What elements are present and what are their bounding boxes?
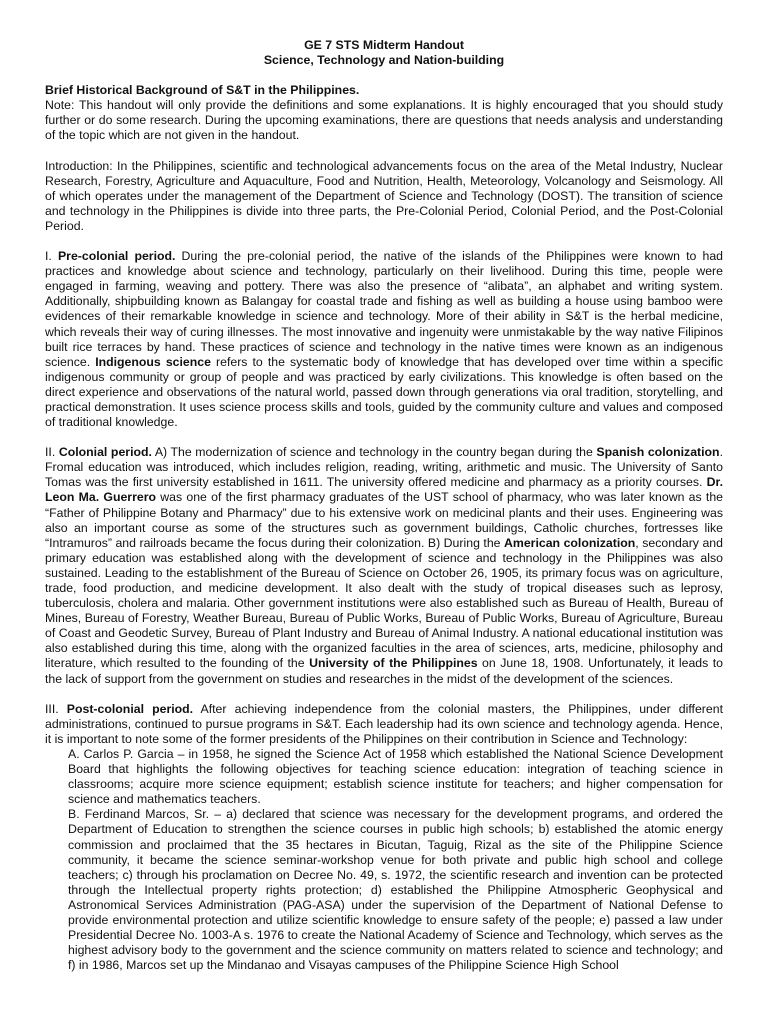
spacer	[45, 68, 723, 83]
president-item-garcia: A. Carlos P. Garcia – in 1958, he signed the Science Act of 1958 which established the National Science Development Board that highlights the following objectives for teaching science education: integration of teaching science in classrooms; acquire more science equipment; establish science institute for teachers; and higher compensation for science and mathematics teachers.	[68, 746, 723, 807]
page-title: GE 7 STS Midterm Handout	[304, 38, 464, 52]
indigenous-science-term: Indigenous science	[95, 354, 211, 369]
postcolonial-number: III.	[45, 701, 67, 716]
spanish-colonization-term: Spanish colonization	[596, 445, 720, 460]
postcolonial-label: Post-colonial period.	[66, 701, 194, 716]
postcolonial-text: After achieving independence from the colonial masters, the Philippines, under different administrations, continued to pursue programs in S&T. Each leadership had its own science and technology agenda. Hence, it is important to note some of the former presidents of the Philippines on their contribution in Science and Technology:	[45, 701, 723, 746]
colonial-text: A) The modernization of science and technology in the country began during the	[151, 445, 597, 460]
guerrero-name: Dr. Leon Ma. Guerrero	[45, 475, 723, 505]
colonial-text: . Fromal education was introduced, which includes religion, reading, writing, arithmetic and music. The University of Santo Tomas was the first university established in 1611. The university offered medicine and pharmacy as a priority courses.	[45, 445, 723, 490]
colonial-paragraph	[45, 445, 723, 687]
spacer	[45, 234, 723, 249]
introduction-paragraph: Introduction: In the Philippines, scientific and technological advancements focus on the area of the Metal Industry, Nuclear Research, Forestry, Agriculture and Aquaculture, Food and Nutrition, Health, Meteorology, Volcanology and Seismology. All of which operates under the management of the Department of Science and Technology (DOST). The transition of science and technology in the Philippines is divide into three parts, the Pre-Colonial Period, Colonial Period, and the Post-Colonial Period.	[45, 158, 723, 233]
precolonial-number: I.	[45, 249, 58, 264]
section-heading: Brief Historical Background of S&T in the Philippines.	[45, 83, 360, 98]
spacer	[45, 687, 723, 702]
colonial-text: was one of the first pharmacy graduates of the UST school of pharmacy, who was later known as the “Father of Philippine Botany and Pharmacy” due to his extensive work on medicinal plants and their uses. Engineering was also an important course as some of the structures such as government buildings, Catholic churches, fortresses like “Intramuros” and railroads became the focus during their colonization. B) During the	[45, 490, 723, 550]
precolonial-paragraph	[45, 249, 723, 430]
american-colonization-term: American colonization	[504, 535, 636, 550]
president-item-marcos: B. Ferdinand Marcos, Sr. – a) declared that science was necessary for the development programs, and ordered the Department of Education to strengthen the science courses in public high schools; b) established the atomic energy commission and proclaimed that the 35 hectares in Bicutan, Taguig, Rizal as the site of the Philippine Science community, it became the science seminar-workshop venue for both private and public high school and college teachers; c) through his proclamation on Decree No. 49, s. 1972, the scientific research and invention can be protected through the Intellectual property rights protection; d) established the Philippine Atmospheric Geophysical and Astronomical Services Administration (PAG-ASA) under the supervision of the Department of National Defense to provide environmental protection and utilize scientific knowledge to ensure safety of the people; e) passed a law under Presidential Decree No. 1003-A s. 1976 to create the National Academy of Science and Technology, which serves as the highest advisory body to the government and the science community on matters related to science and technology; and f) in 1986, Marcos set up the Mindanao and Visayas campuses of the Philippine Science High School	[68, 807, 723, 973]
colonial-text: on June 18, 1908. Unfortunately, it leads to the lack of support from the government on studies and researches in the midst of the development of the sciences.	[45, 656, 723, 686]
precolonial-label: Pre-colonial period.	[57, 249, 176, 264]
precolonial-text: refers to the systematic body of knowledge that has developed over time within a specific indigenous community or group of people and was practiced by early civilizations. This knowledge is often based on the direct experience and observations of the natural world, passed down through generations via oral tradition, storytelling, and practical demonstration. It uses science process skills and tools, guided by the community culture and values and composed of traditional knowledge.	[45, 354, 723, 430]
colonial-text: , secondary and primary education was established along with the development of science and technology in the Philippines was also sustained. Leading to the establishment of the Bureau of Science on October 26, 1905, its primary focus was on agriculture, trade, food production, and medicine development. It also dealt with the study of tropical diseases such as leprosy, tuberculosis, cholera and malaria. Other government institutions were also established such as Bureau of Health, Bureau of Mines, Bureau of Forestry, Weather Bureau, Bureau of Public Works, Bureau of Public Works, Bureau of Agriculture, Bureau of Coast and Geodetic Survey, Bureau of Plant Industry and Bureau of Animal Industry. A national educational institution was also established during this time, along with the organized faculties in the area of sciences, arts, medicine, philosophy and literature, which resulted to the founding of the	[45, 535, 723, 671]
colonial-label: Colonial period.	[58, 445, 152, 460]
spacer	[45, 430, 723, 445]
colonial-number: II.	[45, 445, 59, 460]
spacer	[45, 144, 723, 159]
precolonial-text: During the pre-colonial period, the native of the islands of the Philippines were known to had practices and knowledge about science and technology, particularly on their livelihood. During this time, people were engaged in farming, weaving and pottery. There was also the presence of “alibata”, an alphabet and writing system. Additionally, shipbuilding known as Balangay for coastal trade and fishing as well as building a house using bamboo were evidences of their remarkable knowledge in science and technology. More of their ability in S&T is the herbal medicine, which reveals their way of curing illnesses. The most innovative and ingenuity were unmistakable by the way native Filipinos built rice terraces by hand. These practices of science and technology in the native times were known as an indigenous science.	[45, 249, 723, 369]
note-paragraph: Note: This handout will only provide the definitions and some explanations. It is highly encouraged that you should study further or do some research. During the upcoming examinations, there are questions that needs analysis and understanding of the topic which are not given in the handout.	[45, 98, 723, 143]
postcolonial-paragraph	[45, 702, 723, 747]
up-name: University of the Philippines	[309, 656, 478, 671]
page-subtitle: Science, Technology and Nation-building	[263, 53, 505, 68]
